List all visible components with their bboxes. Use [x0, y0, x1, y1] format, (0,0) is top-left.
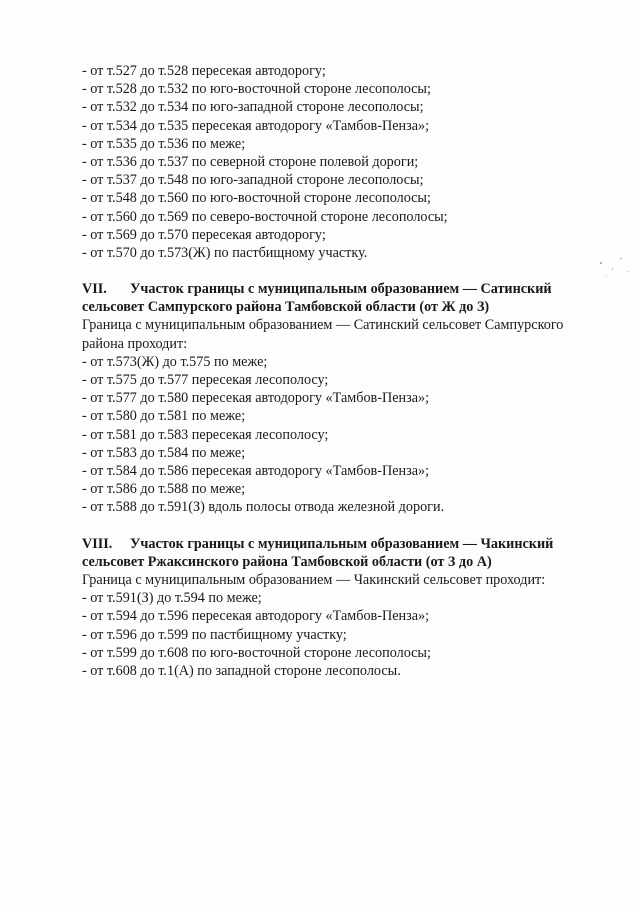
document-body — [82, 62, 622, 680]
section-8-heading-line-2: сельсовет Ржаксинского района Тамбовской области (от З до А) — [82, 553, 492, 570]
section-7 — [82, 280, 622, 516]
list-item: - от т.569 до т.570 пересекая автодорогу; — [82, 226, 326, 243]
list-item: - от т.580 до т.581 по меже; — [82, 408, 246, 425]
list-item: - от т.537 до т.548 по юго-западной стороне лесополосы; — [82, 172, 424, 189]
list-item: - от т.581 до т.583 пересекая лесополосу; — [82, 426, 329, 443]
list-item: - от т.548 до т.560 по юго-восточной стороне лесополосы; — [82, 190, 431, 207]
list-item: - от т.527 до т.528 пересекая автодорогу; — [82, 63, 326, 79]
section-7-heading-line-1: Участок границы с муниципальным образованием — Сатинский — [130, 281, 552, 298]
list-item: - от т.573(Ж) до т.575 по меже; — [82, 353, 268, 370]
list-item: - от т.528 до т.532 по юго-восточной стороне лесополосы; — [82, 81, 431, 98]
list-item: - от т.535 до т.536 по меже; — [82, 135, 246, 152]
section-7-heading — [82, 280, 622, 298]
section-8-heading — [82, 535, 622, 553]
section-7-heading-line-2: сельсовет Сампурского района Тамбовской области (от Ж до З) — [82, 299, 490, 316]
list-item: - от т.594 до т.596 пересекая автодорогу «Тамбов-Пенза»; — [82, 608, 430, 625]
list-item: - от т.584 до т.586 пересекая автодорогу «Тамбов-Пенза»; — [82, 462, 430, 479]
section-7-intro-line-1: Граница с муниципальным образованием — Сатинский сельсовет Сампурского — [82, 317, 564, 334]
list-item: - от т.577 до т.580 пересекая автодорогу «Тамбов-Пенза»; — [82, 390, 430, 407]
list-item: - от т.599 до т.608 по юго-восточной стороне лесополосы; — [82, 644, 431, 661]
section-8-heading-line-1: Участок границы с муниципальным образованием — Чакинский — [130, 535, 554, 552]
list-item: - от т.560 до т.569 по северо-восточной стороне лесополосы; — [82, 208, 448, 225]
list-item: - от т.570 до т.573(Ж) по пастбищному участку. — [82, 244, 368, 261]
scan-speck — [620, 258, 622, 259]
scan-speck — [628, 271, 629, 272]
scan-speck — [612, 268, 613, 270]
section-8-number: VIII. — [82, 535, 113, 552]
section-spacer — [82, 517, 622, 535]
list-item: - от т.532 до т.534 по юго-западной стороне лесополосы; — [82, 99, 424, 116]
boundary-list-1 — [82, 62, 622, 262]
list-item: - от т.586 до т.588 по меже; — [82, 481, 246, 498]
list-item: - от т.575 до т.577 пересекая лесополосу; — [82, 372, 329, 389]
scan-speck — [606, 276, 607, 277]
section-8-intro-line-1: Граница с муниципальным образованием — Чакинский сельсовет проходит: — [82, 571, 546, 588]
list-item: - от т.596 до т.599 по пастбищному участку; — [82, 626, 347, 643]
scan-speck — [600, 262, 602, 264]
section-7-number: VII. — [82, 281, 107, 298]
list-item: - от т.534 до т.535 пересекая автодорогу «Тамбов-Пенза»; — [82, 117, 430, 134]
section-8 — [82, 535, 622, 681]
list-item: - от т.608 до т.1(А) по западной стороне лесополосы. — [82, 662, 401, 679]
section-spacer — [82, 262, 622, 280]
list-item: - от т.591(З) до т.594 по меже; — [82, 590, 262, 607]
section-7-intro-line-2: района проходит: — [82, 335, 188, 352]
list-item: - от т.583 до т.584 по меже; — [82, 444, 246, 461]
list-item: - от т.536 до т.537 по северной стороне полевой дороги; — [82, 153, 419, 170]
list-item: - от т.588 до т.591(З) вдоль полосы отвода железной дороги. — [82, 499, 445, 516]
